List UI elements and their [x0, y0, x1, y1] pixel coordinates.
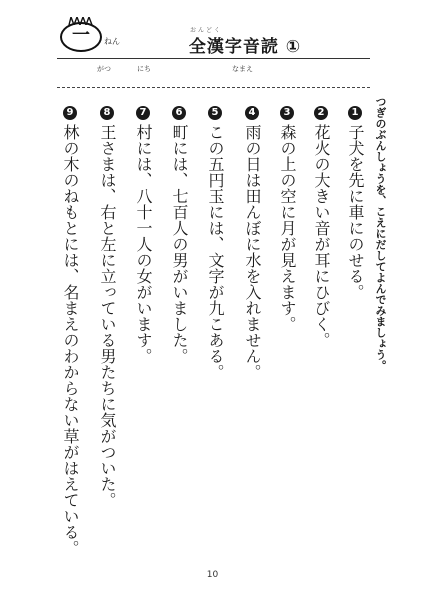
page-number: 10	[206, 570, 219, 580]
sentence-number: 3	[280, 106, 294, 120]
sentence-text: 林の木のねもとには、名まえのわからない草がはえている。	[61, 124, 80, 556]
grade-kanji: 一	[72, 25, 90, 46]
date-name-line	[57, 87, 370, 88]
sentence-number: 4	[245, 106, 259, 120]
sentence-text: 村には、八十一人の女がいます。	[134, 124, 153, 364]
sentence-text: 花火の大きい音が耳にひびく。	[312, 124, 331, 348]
sentence-text: 子犬を先に車にのせる。	[346, 124, 365, 300]
sentence-number: 6	[172, 106, 186, 120]
sentence-1	[343, 106, 367, 300]
sentence-number: 8	[100, 106, 114, 120]
month-label: がつ	[97, 65, 111, 73]
sentence-5	[203, 106, 227, 380]
sentence-text: 王さまは、右と左に立っている男たちに気がついた。	[98, 124, 117, 508]
title-ruby: おんどく	[189, 27, 222, 34]
grade-badge	[60, 22, 102, 52]
instruction: つぎのぶんしょうを、こえにだしてよんでみましょう。	[374, 96, 387, 371]
sentence-text: 雨の日は田んぼに水を入れません。	[243, 124, 262, 380]
sentence-text: 町には、七百人の男がいました。	[170, 124, 189, 364]
day-label: にち	[137, 65, 151, 73]
title-rule	[57, 58, 370, 59]
sentence-8	[95, 106, 119, 508]
name-label: なまえ	[232, 65, 253, 73]
badge-spikes-icon	[68, 17, 94, 25]
sentence-text: 森の上の空に月が見えます。	[278, 124, 297, 332]
sentence-4	[240, 106, 264, 380]
page-title: 全漢字音読 ①	[188, 37, 302, 57]
sentence-3	[275, 106, 299, 332]
sentence-9	[58, 106, 82, 556]
sentence-number: 2	[314, 106, 328, 120]
sentence-number: 9	[63, 106, 77, 120]
sentence-2	[309, 106, 333, 348]
sentence-number: 1	[348, 106, 362, 120]
sentence-number: 7	[136, 106, 150, 120]
sentence-6	[167, 106, 191, 364]
sentence-text: この五円玉には、文字が九こある。	[206, 124, 225, 380]
grade-suffix: ねん	[104, 37, 120, 46]
sentence-7	[131, 106, 155, 364]
sentence-number: 5	[208, 106, 222, 120]
